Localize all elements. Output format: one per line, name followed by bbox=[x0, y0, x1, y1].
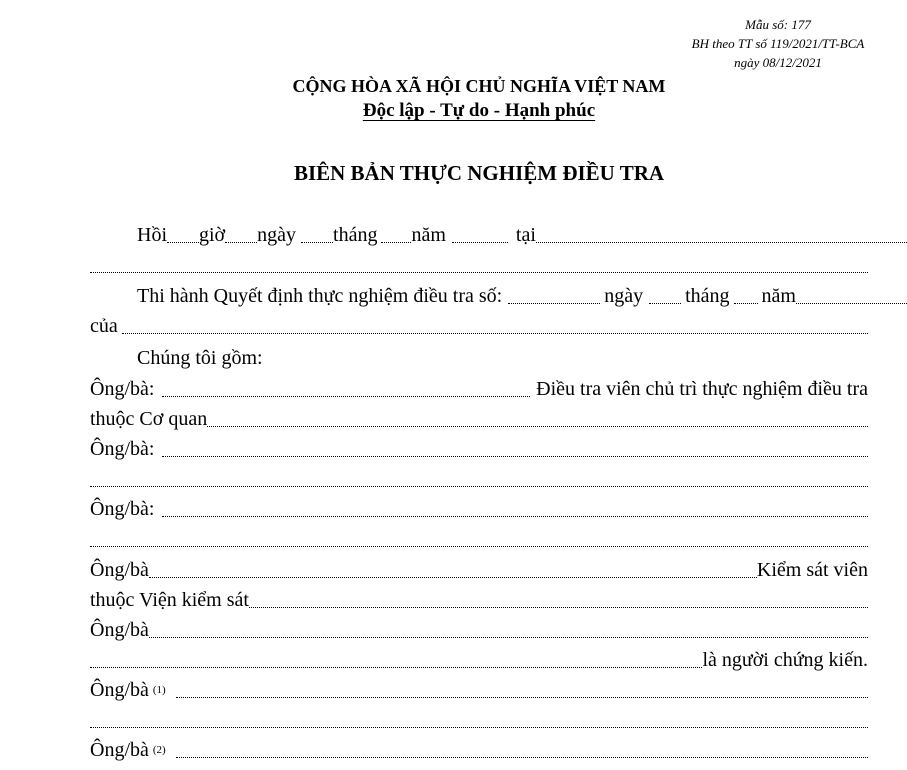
label-ong-ba-6: Ông/bà bbox=[90, 679, 149, 701]
decision-issuer-line bbox=[90, 313, 868, 339]
label-cua: của bbox=[90, 315, 118, 337]
lead-investigator-role: Điều tra viên chủ trì thực nghiệm điều tra bbox=[536, 378, 868, 400]
witness-continuation bbox=[90, 647, 868, 673]
procuracy-field[interactable] bbox=[249, 607, 868, 608]
label-agency: thuộc Cơ quan bbox=[90, 408, 208, 430]
prosecutor-role: Kiểm sát viên bbox=[756, 559, 868, 581]
label-ong-ba-5: Ông/bà bbox=[90, 619, 149, 641]
footnote-1-marker: (1) bbox=[152, 684, 166, 696]
label-ong-ba-2: Ông/bà: bbox=[90, 438, 155, 460]
participant-2-line bbox=[90, 436, 868, 462]
label-decision-ngay: ngày bbox=[604, 285, 644, 307]
decision-day-field[interactable] bbox=[649, 303, 681, 304]
participant-fn1-field-continued[interactable] bbox=[90, 727, 868, 728]
participant-2-field[interactable] bbox=[162, 456, 868, 457]
agency-field[interactable] bbox=[207, 426, 868, 427]
prosecutor-line bbox=[90, 557, 868, 583]
decision-line bbox=[90, 283, 907, 309]
label-thang: tháng bbox=[333, 224, 378, 246]
lead-investigator-line bbox=[90, 376, 868, 402]
label-ong-ba-4: Ông/bà bbox=[90, 559, 149, 581]
label-ong-ba-1: Ông/bà: bbox=[90, 378, 155, 400]
day-field[interactable] bbox=[301, 242, 333, 243]
issued-date: ngày 08/12/2021 bbox=[734, 55, 822, 70]
participant-3-field[interactable] bbox=[162, 516, 868, 517]
place-continuation-line bbox=[90, 252, 868, 278]
label-ong-ba-3: Ông/bà: bbox=[90, 498, 155, 520]
participant-fn2-field[interactable] bbox=[176, 757, 868, 758]
place-field-continued[interactable] bbox=[90, 272, 868, 273]
participant-fn2-line bbox=[90, 737, 868, 763]
label-procuracy: thuộc Viện kiểm sát bbox=[90, 589, 249, 611]
decision-issuer-field[interactable] bbox=[122, 333, 868, 334]
place-field[interactable] bbox=[536, 242, 907, 243]
participant-3-line bbox=[90, 496, 868, 522]
participant-3-field-continued[interactable] bbox=[90, 546, 868, 547]
decision-number-field[interactable] bbox=[508, 303, 600, 304]
participant-2-field-continued[interactable] bbox=[90, 486, 868, 487]
participant-3-continuation bbox=[90, 526, 868, 552]
document-title: BIÊN BẢN THỰC NGHIỆM ĐIỀU TRA bbox=[293, 161, 665, 185]
label-hoi: Hồi bbox=[137, 224, 167, 246]
we-include-label: Chúng tôi gồm: bbox=[137, 347, 263, 369]
witness-role: là người chứng kiến. bbox=[702, 649, 868, 671]
procuracy-line bbox=[90, 587, 868, 613]
hour-field[interactable] bbox=[167, 242, 199, 243]
prosecutor-name-field[interactable] bbox=[149, 577, 757, 578]
witness-line bbox=[90, 617, 868, 643]
agency-line bbox=[90, 406, 868, 432]
issued-by: BH theo TT số 119/2021/TT-BCA bbox=[691, 36, 865, 51]
witness-field-continued[interactable] bbox=[90, 667, 702, 668]
label-tai: tại bbox=[515, 224, 536, 246]
time-place-line bbox=[90, 222, 907, 248]
participant-fn1-line bbox=[90, 677, 868, 703]
form-meta bbox=[668, 15, 888, 72]
label-nam: năm bbox=[411, 224, 446, 246]
decision-label: Thi hành Quyết định thực nghiệm điều tra số: bbox=[137, 285, 503, 307]
participant-fn1-continuation bbox=[90, 707, 868, 733]
month-field[interactable] bbox=[381, 242, 411, 243]
label-ong-ba-7: Ông/bà bbox=[90, 739, 149, 761]
footnote-2-marker: (2) bbox=[152, 744, 166, 756]
lead-investigator-name-field[interactable] bbox=[162, 396, 530, 397]
year-field[interactable] bbox=[452, 242, 508, 243]
form-number: Mẫu số: 177 bbox=[745, 17, 811, 32]
we-include-line bbox=[90, 345, 907, 371]
minute-field[interactable] bbox=[225, 242, 257, 243]
label-decision-thang: tháng bbox=[685, 285, 730, 307]
label-ngay: ngày bbox=[257, 224, 297, 246]
participant-fn1-field[interactable] bbox=[176, 697, 868, 698]
label-gio: giờ bbox=[199, 224, 226, 246]
motto: Độc lập - Tự do - Hạnh phúc bbox=[362, 100, 596, 121]
decision-year-field[interactable] bbox=[796, 303, 907, 304]
nation-heading: CỘNG HÒA XÃ HỘI CHỦ NGHĨA VIỆT NAM bbox=[292, 76, 666, 96]
label-decision-nam: năm bbox=[761, 285, 796, 307]
witness-name-field[interactable] bbox=[149, 637, 868, 638]
participant-2-continuation bbox=[90, 466, 868, 492]
decision-month-field[interactable] bbox=[734, 303, 758, 304]
